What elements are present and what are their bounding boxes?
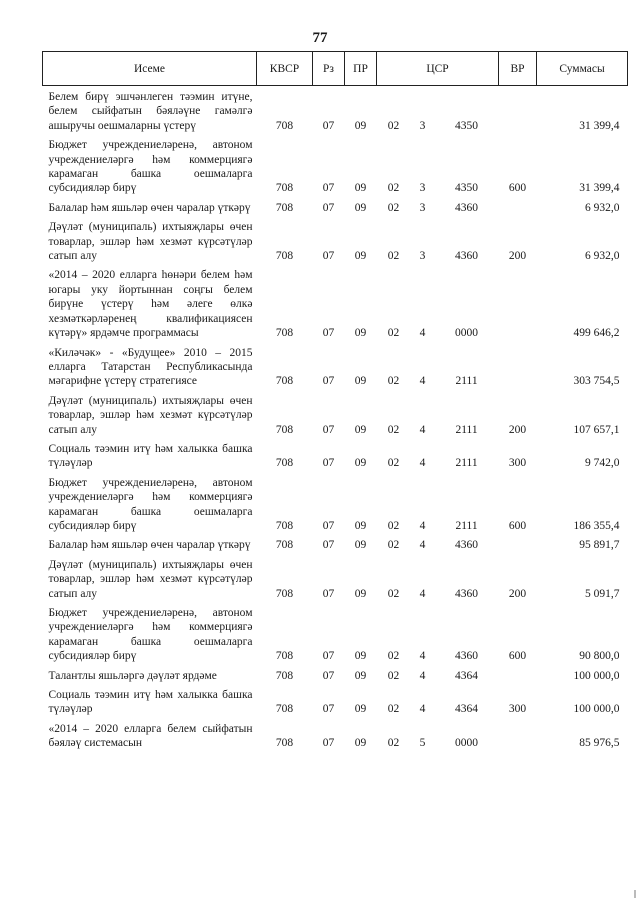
row-sum: 85 976,5 <box>579 737 620 750</box>
row-rz: 07 <box>322 703 335 716</box>
row-rz: 07 <box>322 423 335 436</box>
row-name: Бюджет учреждениеләренә, автоном учреждениеләргә һәм коммерциягә карамаган башка оешмаларга субсидияләр бирү <box>48 139 253 195</box>
row-csr-subprogram: 3 <box>419 250 426 263</box>
row-csr-program: 02 <box>387 587 400 600</box>
row-vr <box>499 197 537 216</box>
row-csr-program: 02 <box>387 250 400 263</box>
row-rz: 07 <box>322 327 335 340</box>
row-pr: 09 <box>354 250 367 263</box>
row-csr-subprogram: 3 <box>419 182 426 195</box>
row-csr-direction: 2111 <box>455 457 478 470</box>
row-sum: 6 932,0 <box>585 250 620 263</box>
table-row <box>43 390 628 438</box>
table-row <box>43 264 628 341</box>
row-rz: 07 <box>322 519 335 532</box>
row-name: Дәүләт (муниципаль) ихтыяҗлары өчен товарлар, эшләр һәм хезмәт күрсәтүләр сатып алу <box>48 394 253 436</box>
table-row <box>43 197 628 216</box>
row-kvsr: 708 <box>275 519 294 532</box>
row-csr-direction: 2111 <box>455 519 478 532</box>
table-row <box>43 602 628 665</box>
row-rz: 07 <box>322 669 335 682</box>
row-rz: 07 <box>322 250 335 263</box>
table-row <box>43 554 628 602</box>
row-sum: 9 742,0 <box>585 457 620 470</box>
row-kvsr: 708 <box>275 182 294 195</box>
row-vr <box>499 86 537 135</box>
row-sum: 6 932,0 <box>585 201 620 214</box>
row-vr: 600 <box>508 182 527 195</box>
row-pr: 09 <box>354 519 367 532</box>
table-row <box>43 534 628 553</box>
row-pr: 09 <box>354 650 367 663</box>
row-rz: 07 <box>322 539 335 552</box>
row-vr <box>499 665 537 684</box>
row-csr-direction: 4360 <box>455 587 479 600</box>
row-csr-subprogram: 4 <box>419 519 426 532</box>
row-kvsr: 708 <box>275 669 294 682</box>
row-csr-program: 02 <box>387 201 400 214</box>
budget-table <box>42 51 628 752</box>
row-sum: 5 091,7 <box>585 587 620 600</box>
row-pr: 09 <box>354 119 367 132</box>
row-csr-subprogram: 4 <box>419 327 426 340</box>
row-sum: 303 754,5 <box>573 375 620 388</box>
header-csr: ЦСР <box>377 52 499 86</box>
row-pr: 09 <box>354 737 367 750</box>
row-csr-direction: 4360 <box>455 201 479 214</box>
row-csr-direction: 4364 <box>455 703 479 716</box>
row-name: Дәүләт (муниципаль) ихтыяҗлары өчен товарлар, эшләр һәм хезмәт күрсәтүләр сатып алу <box>48 221 253 263</box>
table-row <box>43 438 628 472</box>
row-name: Талантлы яшьләргә дәүләт ярдәме <box>48 669 217 682</box>
header-sum: Суммасы <box>537 52 628 86</box>
row-name: «Киләчәк» - «Будущее» 2010 – 2015 елларга Татарстан Республикасында мәгарифне үстерү стратегиясе <box>48 346 253 388</box>
row-csr-program: 02 <box>387 650 400 663</box>
row-csr-subprogram: 4 <box>419 669 426 682</box>
row-csr-direction: 2111 <box>455 423 478 436</box>
row-sum: 31 399,4 <box>579 119 620 132</box>
row-vr <box>499 534 537 553</box>
row-kvsr: 708 <box>275 737 294 750</box>
row-vr: 200 <box>508 250 527 263</box>
table-row <box>43 684 628 718</box>
row-name: «2014 – 2020 елларга белем сыйфатын бәяләү системасын <box>48 722 253 750</box>
row-csr-subprogram: 4 <box>419 650 426 663</box>
row-pr: 09 <box>354 423 367 436</box>
scan-edge-mark <box>634 890 636 898</box>
row-csr-subprogram: 3 <box>419 201 426 214</box>
row-rz: 07 <box>322 650 335 663</box>
row-csr-subprogram: 3 <box>419 119 426 132</box>
row-name: Социаль тәэмин итү һәм халыкка башка түләүләр <box>48 442 253 470</box>
row-csr-direction: 4360 <box>455 250 479 263</box>
row-sum: 186 355,4 <box>573 519 620 532</box>
row-pr: 09 <box>354 375 367 388</box>
row-kvsr: 708 <box>275 423 294 436</box>
row-csr-program: 02 <box>387 539 400 552</box>
row-csr-program: 02 <box>387 119 400 132</box>
row-sum: 107 657,1 <box>573 423 620 436</box>
header-kvsr: КВСР <box>257 52 313 86</box>
row-csr-direction: 4350 <box>455 119 479 132</box>
row-name: Балалар һәм яшьләр өчен чаралар үткәрү <box>48 539 251 552</box>
row-csr-subprogram: 4 <box>419 703 426 716</box>
row-csr-subprogram: 4 <box>419 539 426 552</box>
row-kvsr: 708 <box>275 587 294 600</box>
row-pr: 09 <box>354 201 367 214</box>
row-csr-subprogram: 5 <box>419 737 426 750</box>
row-rz: 07 <box>322 457 335 470</box>
row-name: Балалар һәм яшьләр өчен чаралар үткәрү <box>48 201 251 214</box>
row-sum: 100 000,0 <box>573 669 620 682</box>
row-csr-direction: 2111 <box>455 375 478 388</box>
row-csr-direction: 0000 <box>455 737 479 750</box>
row-csr-direction: 4360 <box>455 539 479 552</box>
row-csr-subprogram: 4 <box>419 375 426 388</box>
row-csr-program: 02 <box>387 737 400 750</box>
row-pr: 09 <box>354 327 367 340</box>
header-rz: Рз <box>313 52 345 86</box>
row-name: Дәүләт (муниципаль) ихтыяҗлары өчен товарлар, эшләр һәм хезмәт күрсәтүләр сатып алу <box>48 558 253 600</box>
row-sum: 31 399,4 <box>579 182 620 195</box>
row-csr-subprogram: 4 <box>419 457 426 470</box>
row-csr-program: 02 <box>387 182 400 195</box>
row-csr-direction: 4360 <box>455 650 479 663</box>
row-kvsr: 708 <box>275 703 294 716</box>
row-vr: 600 <box>508 650 527 663</box>
row-csr-program: 02 <box>387 375 400 388</box>
header-vr: ВР <box>499 52 537 86</box>
row-csr-direction: 4350 <box>455 182 479 195</box>
row-csr-program: 02 <box>387 423 400 436</box>
row-sum: 90 800,0 <box>579 650 620 663</box>
row-kvsr: 708 <box>275 539 294 552</box>
table-row <box>43 472 628 535</box>
header-pr: ПР <box>345 52 377 86</box>
row-vr <box>499 342 537 390</box>
table-row <box>43 86 628 135</box>
row-rz: 07 <box>322 587 335 600</box>
row-vr: 200 <box>508 587 527 600</box>
row-csr-program: 02 <box>387 703 400 716</box>
row-name: Бюджет учреждениеләренә, автоном учреждениеләргә һәм коммерциягә карамаган башка оешмаларга субсидияләр бирү <box>48 476 253 532</box>
row-kvsr: 708 <box>275 201 294 214</box>
row-kvsr: 708 <box>275 375 294 388</box>
row-kvsr: 708 <box>275 457 294 470</box>
row-csr-subprogram: 4 <box>419 587 426 600</box>
header-name: Исеме <box>43 52 257 86</box>
row-csr-program: 02 <box>387 669 400 682</box>
row-rz: 07 <box>322 375 335 388</box>
row-csr-program: 02 <box>387 519 400 532</box>
row-vr <box>499 718 537 752</box>
table-row <box>43 718 628 752</box>
row-name: Социаль тәэмин итү һәм халыкка башка түләүләр <box>48 689 253 716</box>
row-vr <box>499 264 537 341</box>
page-number: 77 <box>312 30 328 46</box>
row-rz: 07 <box>322 201 335 214</box>
table-row <box>43 216 628 264</box>
table-row <box>43 342 628 390</box>
table-header-row <box>43 52 628 86</box>
row-pr: 09 <box>354 539 367 552</box>
row-csr-subprogram: 4 <box>419 423 426 436</box>
row-csr-program: 02 <box>387 457 400 470</box>
row-kvsr: 708 <box>275 250 294 263</box>
row-vr: 200 <box>508 423 527 436</box>
row-pr: 09 <box>354 669 367 682</box>
row-name: «2014 – 2020 елларга һөнәри белем һәм югары уку йортыннан соңгы белем бирүне үстерү һәм әлеге өлкә хезмәткәрләренең квалификациясен күтәрү» ярдәмче программасы <box>48 269 253 340</box>
row-rz: 07 <box>322 119 335 132</box>
row-rz: 07 <box>322 182 335 195</box>
row-rz: 07 <box>322 737 335 750</box>
row-csr-direction: 0000 <box>455 327 479 340</box>
row-pr: 09 <box>354 182 367 195</box>
row-kvsr: 708 <box>275 327 294 340</box>
table-row <box>43 665 628 684</box>
row-name: Бюджет учреждениеләренә, автоном учреждениеләргә һәм коммерциягә карамаган башка оешмаларга субсидияләр бирү <box>48 607 253 663</box>
row-sum: 95 891,7 <box>579 539 620 552</box>
row-vr: 300 <box>508 457 527 470</box>
row-name: Белем бирү эшчәнлеген тәэмин итүне, белем сыйфатын бәяләүне гамәлгә ашыручы оешмаларны үстерү <box>48 91 253 132</box>
row-sum: 100 000,0 <box>573 703 620 716</box>
row-pr: 09 <box>354 703 367 716</box>
row-pr: 09 <box>354 587 367 600</box>
row-sum: 499 646,2 <box>573 327 620 340</box>
row-vr: 300 <box>508 703 527 716</box>
row-vr: 600 <box>508 519 527 532</box>
row-csr-program: 02 <box>387 327 400 340</box>
row-csr-direction: 4364 <box>455 669 479 682</box>
row-kvsr: 708 <box>275 650 294 663</box>
table-row <box>43 134 628 197</box>
row-kvsr: 708 <box>275 119 294 132</box>
row-pr: 09 <box>354 457 367 470</box>
